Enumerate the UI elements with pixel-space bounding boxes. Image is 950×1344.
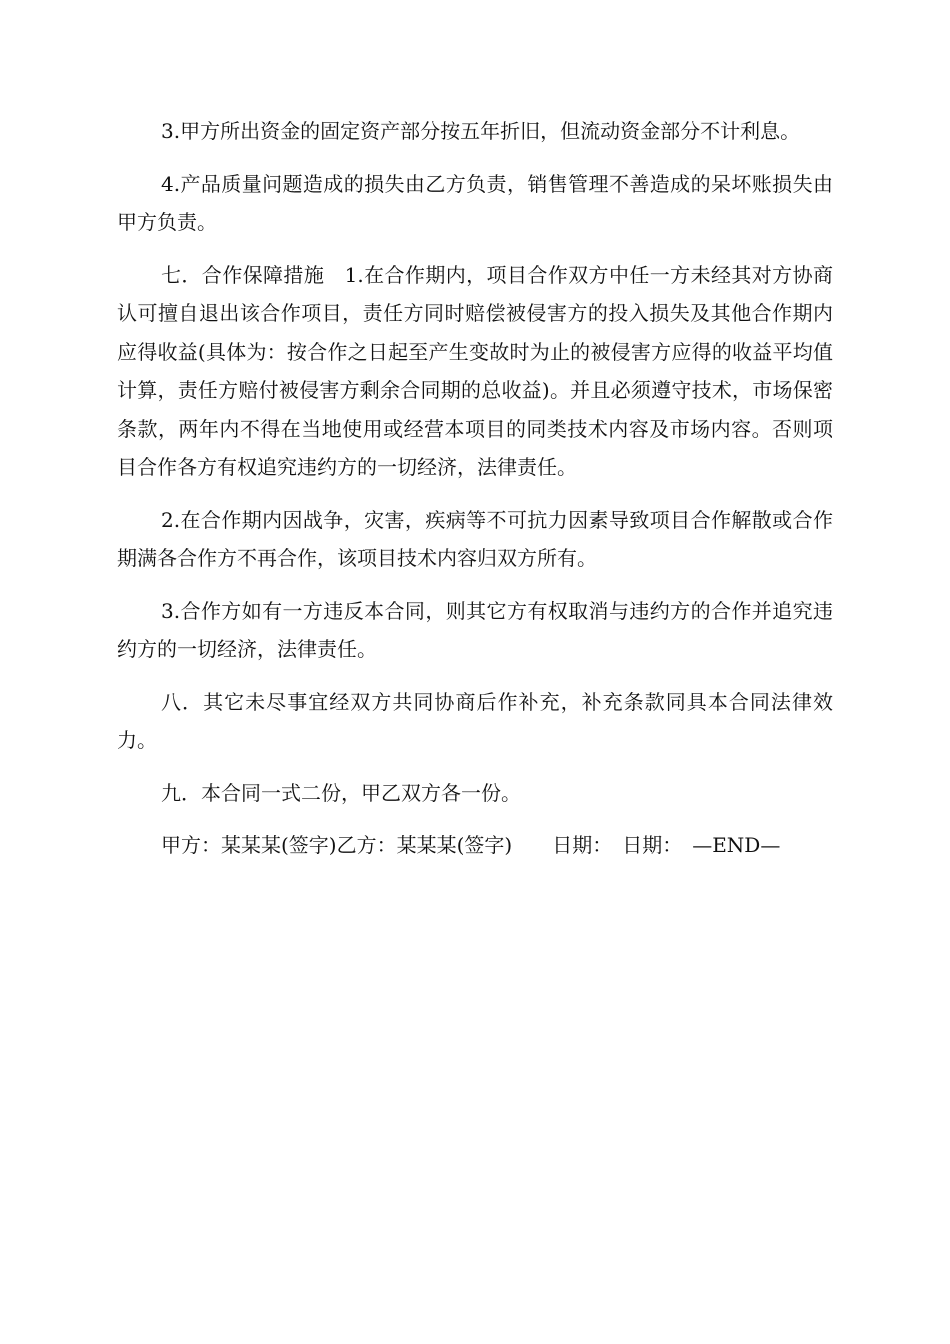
clause-paragraph-7: 九．本合同一式二份，甲乙双方各一份。 bbox=[161, 780, 521, 805]
clause-paragraph-1: 3.甲方所出资金的固定资产部分按五年折旧，但流动资金部分不计利息。 bbox=[161, 119, 801, 143]
clause-paragraph-6: 八．其它未尽事宜经双方共同协商后作补充，补充条款同具本合同法律效力。 bbox=[117, 689, 833, 752]
document-page bbox=[117, 112, 833, 879]
clause-paragraph-3: 七．合作保障措施 1.在合作期内，项目合作双方中任一方未经其对方协商认可擅自退出该合作项目，责任方同时赔偿被侵害方的投入损失及其他合作期内应得收益(具体为：按合作之日起至产生变故时为止的被侵害方应得的收益平均值计算，责任方赔付被侵害方剩余合同期的总收益)。并且必须遵守技术，市场保密条款，两年内不得在当地使用或经营本项目的同类技术内容及市场内容。否则项目合作各方有权追究违约方的一切经济，法律责任。 bbox=[117, 262, 833, 479]
clause-paragraph-5: 3.合作方如有一方违反本合同，则其它方有权取消与违约方的合作并追究违约方的一切经济，法律责任。 bbox=[117, 598, 833, 661]
clause-paragraph-4: 2.在合作期内因战争，灾害，疾病等不可抗力因素导致项目合作解散或合作期满各合作方不再合作，该项目技术内容归双方所有。 bbox=[117, 507, 833, 570]
signature-line: 甲方：某某某(签字)乙方：某某某(签字) 日期： 日期： —END— bbox=[161, 833, 781, 857]
clause-paragraph-2: 4.产品质量问题造成的损失由乙方负责，销售管理不善造成的呆坏账损失由甲方负责。 bbox=[117, 171, 833, 234]
